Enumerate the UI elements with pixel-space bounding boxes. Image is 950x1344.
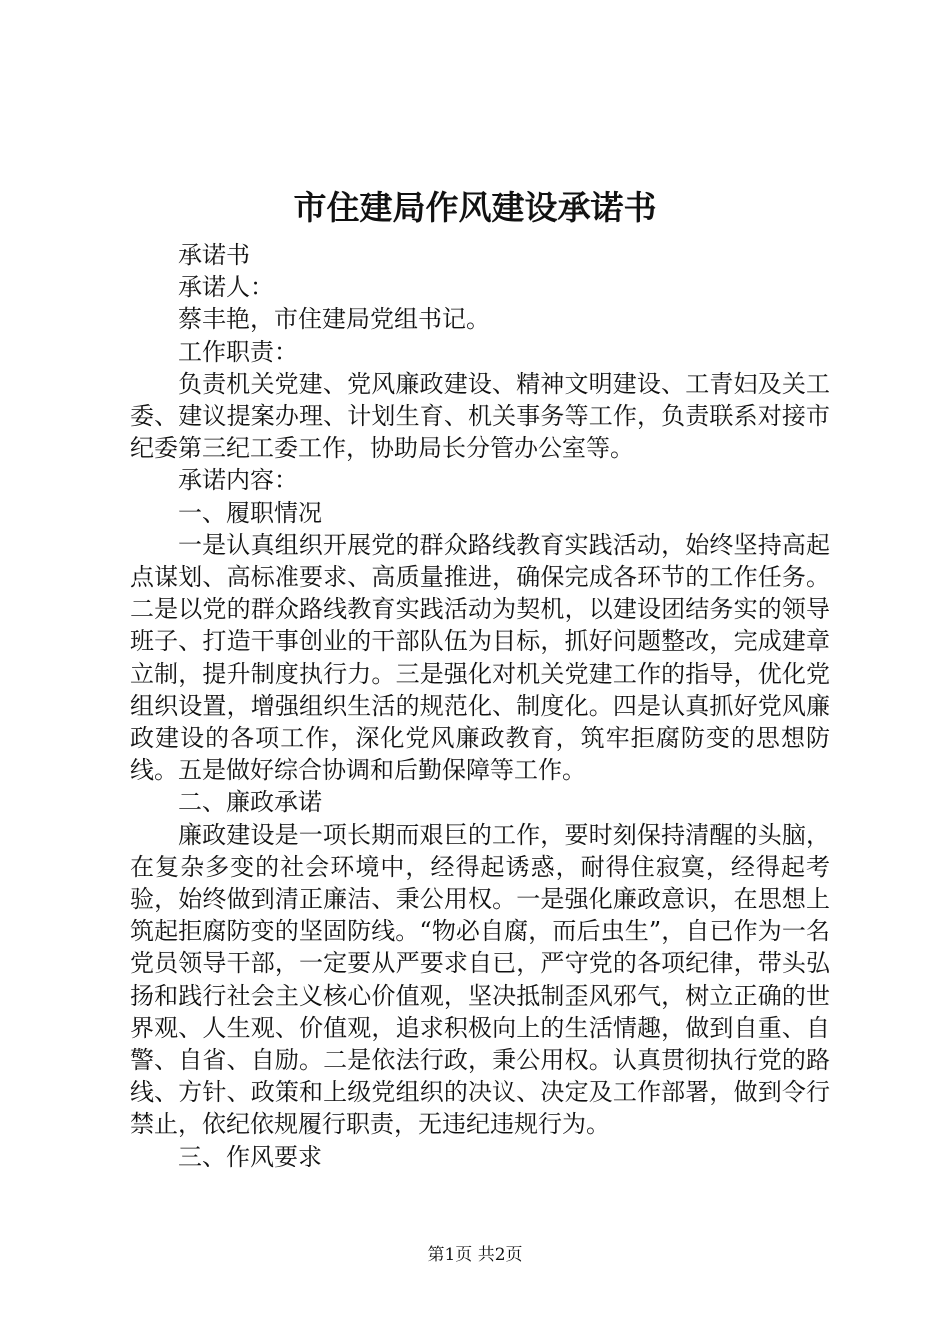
- document-body: [130, 239, 830, 1173]
- section-heading-3: 三、作风要求: [178, 1142, 322, 1171]
- paragraph-promiser-name: 蔡丰艳，市住建局党组书记。: [178, 305, 490, 334]
- paragraph-section-1: 一是认真组织开展党的群众路线教育实践活动，始终坚持高起点谋划、高标准要求、高质量推进，确保完成各环节的工作任务。二是以党的群众路线教育实践活动为契机，以建设团结务实的领导班子、打造干事创业的干部队伍为目标，抓好问题整改，完成建章立制，提升制度执行力。三是强化对机关党建工作的指导，优化党组织设置，增强组织生活的规范化、制度化。四是认真抓好党风廉政建设的各项工作，深化党风廉政教育，筑牢拒腐防变的思想防线。五是做好综合协调和后勤保障等工作。: [130, 530, 830, 785]
- paragraph-content-label: 承诺内容：: [178, 466, 298, 495]
- paragraph-duties: 负责机关党建、党风廉政建设、精神文明建设、工青妇及关工委、建议提案办理、计划生育、机关事务等工作，负责联系对接市纪委第三纪工委工作，协助局长分管办公室等。: [130, 369, 830, 463]
- section-heading-1: 一、履职情况: [178, 498, 322, 527]
- paragraph-heading-letter: 承诺书: [178, 241, 250, 269]
- paragraph-duties-label: 工作职责：: [178, 337, 298, 366]
- page-footer: 第1页 共2页: [427, 1245, 523, 1265]
- document-title: 市住建局作风建设承诺书: [293, 188, 657, 227]
- paragraph-promiser-label: 承诺人：: [178, 273, 274, 302]
- paragraph-section-2: 廉政建设是一项长期而艰巨的工作，要时刻保持清醒的头脑，在复杂多变的社会环境中，经得起诱惑，耐得住寂寞，经得起考验，始终做到清正廉洁、秉公用权。一是强化廉政意识，在思想上筑起拒腐防变的坚固防线。“物必自腐，而后虫生”，自已作为一名党员领导干部，一定要从严要求自已，严守党的各项纪律，带头弘扬和践行社会主义核心价值观，坚决抵制歪风邪气，树立正确的世界观、人生观、价值观，追求积极向上的生活情趣，做到自重、自警、自省、自励。二是依法行政，秉公用权。认真贯彻执行党的路线、方针、政策和上级党组织的决议、决定及工作部署，做到令行禁止，依纪依规履行职责，无违纪违规行为。: [130, 820, 830, 1139]
- section-heading-2: 二、廉政承诺: [178, 788, 322, 817]
